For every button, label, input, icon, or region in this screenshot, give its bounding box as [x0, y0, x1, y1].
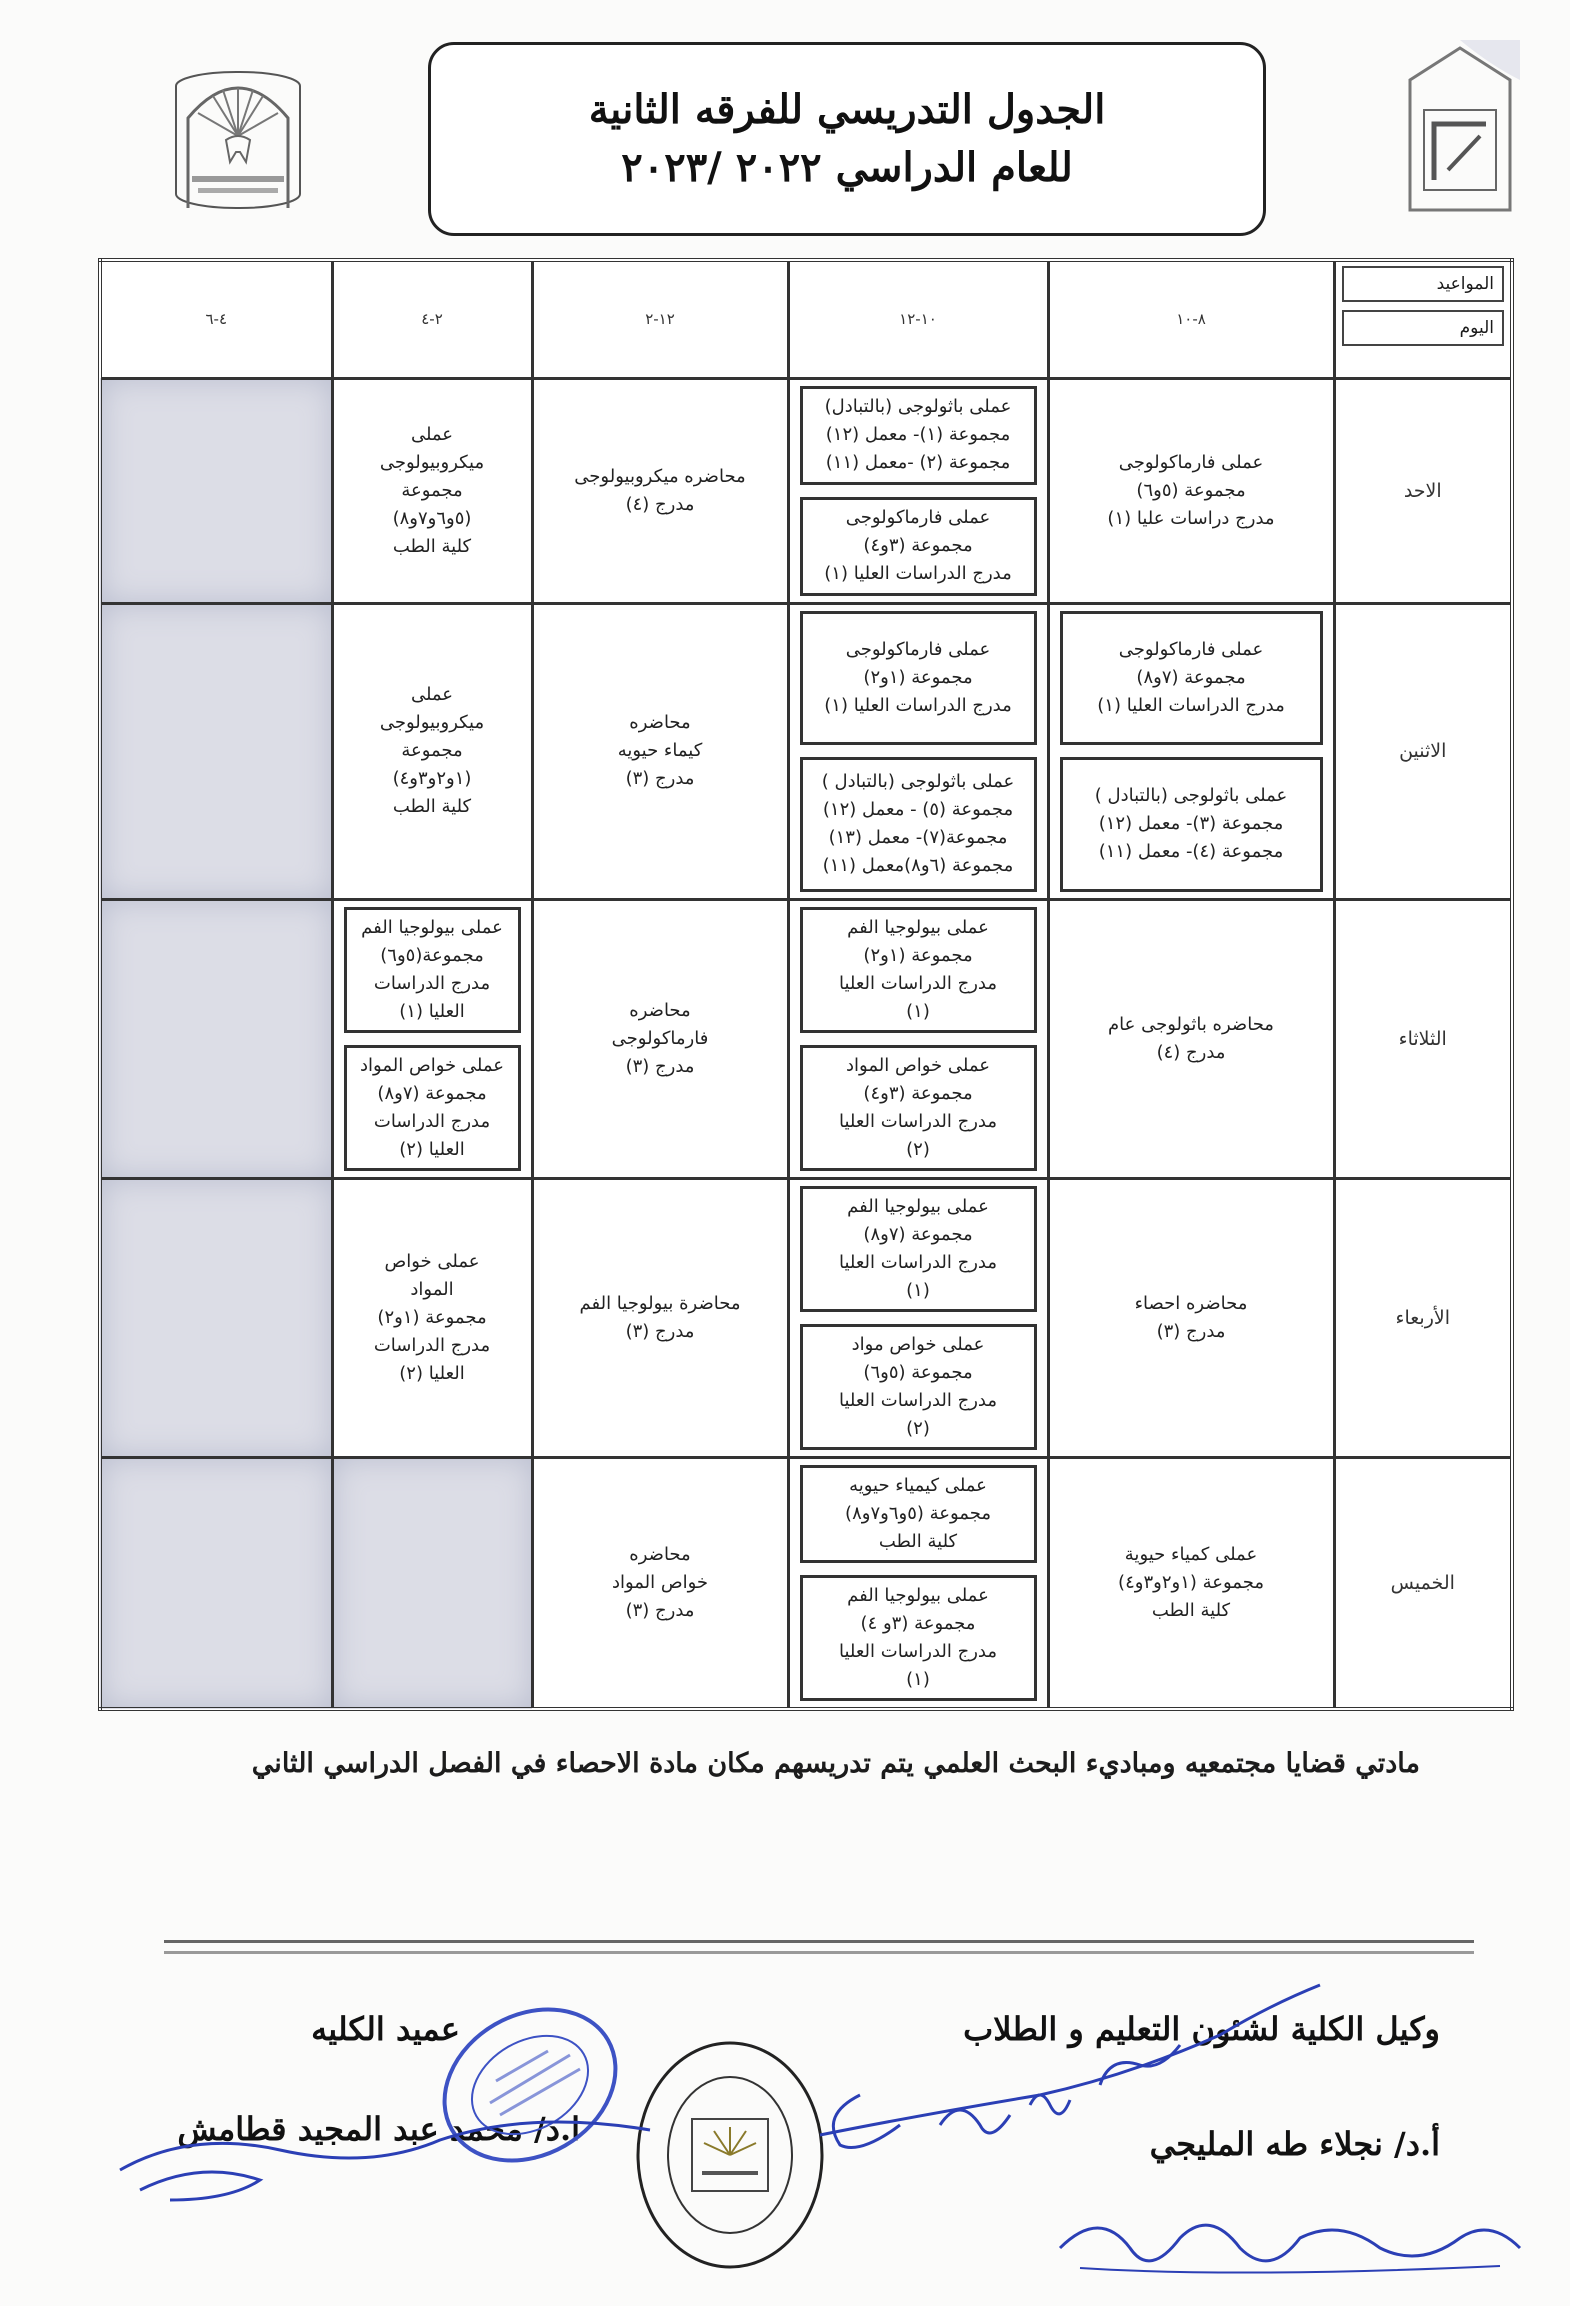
- cell-text: عملى باثولوجى (بالتبادل ) مجموعة (٥) - معمل (١٢) مجموعة(٧)- معمل (١٣) مجموعة (٦و٨)معمل (١١): [821, 771, 1015, 877]
- day-label: الاحد: [1334, 378, 1512, 603]
- cell-text: عملى فارماكولوجى مجموعة (١و٢) مدرج الدراسات العليا (١): [824, 638, 1012, 716]
- schedule-cell-split: [788, 1178, 1048, 1457]
- cell-text: محاضره فارماكولوجى مدرج (٣): [611, 999, 709, 1077]
- cell-text: محاضره خواص المواد مدرج (٣): [611, 1543, 709, 1621]
- schedule-note: مادتي قضايا مجتمعيه ومباديء البحث العلمي يتم تدريسهم مكان مادة الاحصاء في الفصل الدراسي الثاني: [251, 1748, 1420, 1779]
- schedule-cell-split: [788, 899, 1048, 1178]
- vice-dean-title: وكيل الكلية لشئون التعليم و الطلاب: [963, 2010, 1440, 2048]
- label-times: المواعيد: [1342, 266, 1505, 302]
- schedule-cell: [1048, 1178, 1334, 1457]
- empty-cell: [332, 1457, 532, 1709]
- divider: [164, 1940, 1474, 1954]
- academic-year: للعام الدراسي ٢٠٢٢ /٢٠٢٣: [621, 144, 1073, 191]
- day-label: الثلاثاء: [1334, 899, 1512, 1178]
- day-label: الأربعاء: [1334, 1178, 1512, 1457]
- empty-cell: [100, 378, 332, 603]
- schedule-cell: [1048, 899, 1334, 1178]
- vice-dean-name: أ.د/ نجلاء طه المليجي: [1149, 2125, 1440, 2163]
- cell-text: محاضره احصاء مدرج (٣): [1134, 1292, 1248, 1342]
- header-corner: [1334, 260, 1512, 378]
- cell-text: عملى فارماكولوجى مجموعة (٣و٤) مدرج الدراسات العليا (١): [824, 507, 1012, 584]
- official-seal: [630, 2035, 830, 2275]
- schedule-table: [98, 258, 1514, 1711]
- table-row: [100, 603, 1512, 899]
- schedule-cell: [332, 1178, 532, 1457]
- sub-cell: [800, 757, 1037, 892]
- sub-cell: [800, 497, 1037, 596]
- empty-cell: [100, 1457, 332, 1709]
- sub-cell: [800, 1186, 1037, 1312]
- sub-cell: [800, 611, 1037, 746]
- sub-cell: [800, 1045, 1037, 1171]
- sub-cell: [800, 907, 1037, 1033]
- day-label: الاثنين: [1334, 603, 1512, 899]
- schedule-title: الجدول التدريسي للفرقه الثانية: [588, 86, 1106, 133]
- empty-cell: [100, 603, 332, 899]
- time-slot: ١٠-١٢: [788, 260, 1048, 378]
- sub-cell: [344, 907, 521, 1033]
- empty-cell: [100, 1178, 332, 1457]
- schedule-cell: [532, 603, 788, 899]
- table-row: [100, 1457, 1512, 1709]
- header-row: [100, 260, 1512, 378]
- faculty-logo: [168, 58, 308, 218]
- schedule-cell: [1048, 1457, 1334, 1709]
- schedule-cell: [532, 899, 788, 1178]
- schedule-cell-split: [788, 603, 1048, 899]
- cell-text: عملى خواص المواد مجموعة (٧و٨) مدرج الدراسات العليا (٢): [360, 1054, 504, 1160]
- table-row: [100, 378, 1512, 603]
- cell-text: محاضره ميكروبيولوجى مدرج (٤): [574, 465, 746, 515]
- schedule-cell: [332, 603, 532, 899]
- cell-text: عملى خواص المواد مجموعة (١و٢) مدرج الدراسات العليا (٢): [373, 1250, 491, 1384]
- time-slot: ٨-١٠: [1048, 260, 1334, 378]
- schedule-cell: [532, 1457, 788, 1709]
- empty-cell: [100, 899, 332, 1178]
- cell-text: عملى كمياء حيوية مجموعة (١و٢و٣و٤) كلية الطب: [1118, 1543, 1264, 1621]
- cell-text: محاضره كيماء حيويه مدرج (٣): [617, 712, 703, 789]
- cell-text: عملى باثولوجى (بالتبادل) مجموعة (١)- معمل (١٢) مجموعة (٢) -معمل (١١): [824, 396, 1012, 473]
- cell-text: عملى ميكروبيولوجى مجموعة (١و٢و٣و٤) كلية الطب: [379, 684, 485, 817]
- cell-text: عملى خواص المواد مجموعة (٣و٤) مدرج الدراسات العليا (٢): [838, 1054, 998, 1160]
- schedule-cell: [1048, 378, 1334, 603]
- cell-text: عملى ميكروبيولوجى مجموعة (٥و٦و٧و٨) كلية الطب: [379, 423, 485, 557]
- sub-cell: [800, 1465, 1037, 1563]
- sub-cell: [1060, 757, 1323, 892]
- table-row: [100, 899, 1512, 1178]
- sub-cell: [800, 1324, 1037, 1450]
- schedule-cell-split: [788, 378, 1048, 603]
- cell-text: عملى خواص مواد مجموعة (٥و٦) مدرج الدراسات العليا (٢): [838, 1333, 998, 1439]
- title-box: [428, 42, 1266, 236]
- dean-title: عميد الكليه: [311, 2010, 460, 2048]
- bottom-signature: [1040, 2188, 1540, 2288]
- cell-text: عملى باثولوجى (بالتبادل ) مجموعة (٣)- معمل (١٢) مجموعة (٤)- معمل (١١): [1094, 785, 1288, 863]
- table-row: [100, 1178, 1512, 1457]
- schedule-cell-split: [788, 1457, 1048, 1709]
- sub-cell: [800, 1575, 1037, 1701]
- label-day: اليوم: [1342, 310, 1505, 346]
- schedule-cell: [532, 1178, 788, 1457]
- dean-name: ا.د/ محمد عبد المجيد قطامش: [177, 2110, 580, 2148]
- time-slot: ٢-٤: [332, 260, 532, 378]
- student-affairs-stamp: [420, 1985, 640, 2185]
- cell-text: عملى بيولوجيا الفم مجموعة (١و٢) مدرج الدراسات العليا (١): [838, 916, 998, 1022]
- cell-text: عملى فارماكولوجى مجموعة (٥و٦) مدرج دراسات عليا (١): [1107, 451, 1275, 529]
- cell-text: عملى فارماكولوجى مجموعة (٧و٨) مدرج الدراسات العليا (١): [1097, 638, 1285, 716]
- sub-cell: [1060, 611, 1323, 746]
- cell-text: عملى بيولوجيا الفم مجموعة(٥و٦) مدرج الدراسات العليا (١): [361, 916, 503, 1022]
- cell-text: عملى بيولوجيا الفم مجموعة (٣و ٤) مدرج الدراسات العليا (١): [838, 1584, 998, 1690]
- schedule-cell-split: [1048, 603, 1334, 899]
- schedule-cell: [532, 378, 788, 603]
- cell-text: عملى كيمياء حيويه مجموعة (٥و٦و٧و٨) كلية الطب: [845, 1474, 991, 1552]
- schedule-cell-split: [332, 899, 532, 1178]
- time-slot: ٤-٦: [100, 260, 332, 378]
- day-label: الخميس: [1334, 1457, 1512, 1709]
- cell-text: محاضرة بيولوجيا الفم مدرج (٣): [579, 1292, 741, 1342]
- sub-cell: [344, 1045, 521, 1171]
- university-logo: [1400, 40, 1520, 215]
- cell-text: عملى بيولوجيا الفم مجموعة (٧و٨) مدرج الدراسات العليا (١): [838, 1195, 998, 1301]
- sub-cell: [800, 386, 1037, 485]
- cell-text: محاضره باثولوجى عام مدرج (٤): [1108, 1013, 1274, 1063]
- time-slot: ١٢-٢: [532, 260, 788, 378]
- schedule-cell: [332, 378, 532, 603]
